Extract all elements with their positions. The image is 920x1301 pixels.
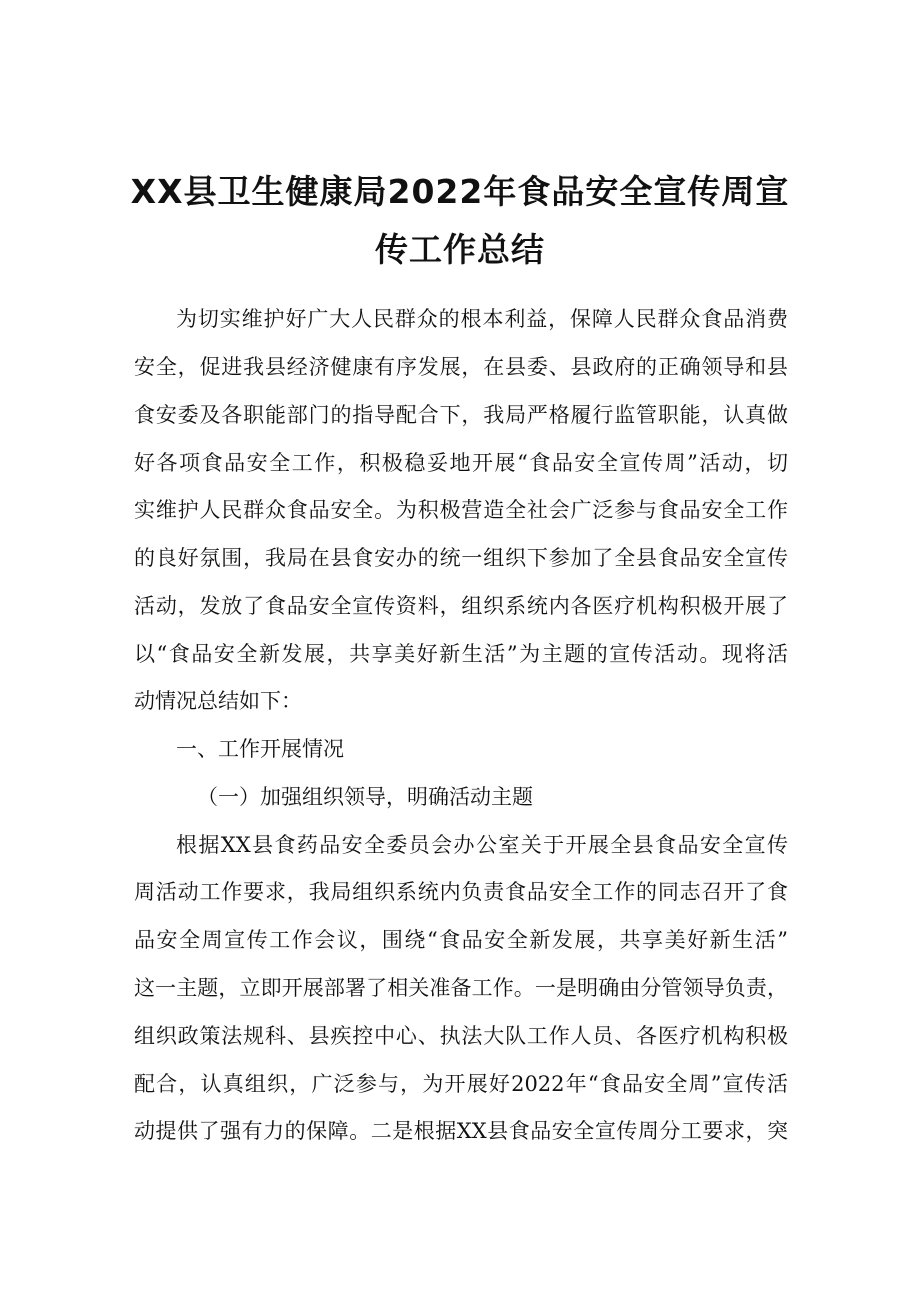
subsection-heading-1: （一）加强组织领导，明确活动主题 — [197, 785, 533, 809]
paragraph-2-line-3: 品安全周宣传工作会议，围绕“食品安全新发展，共享美好新生活” — [134, 928, 788, 952]
paragraph-1-line-7: 活动，发放了食品安全宣传资料，组织系统内各医疗机构积极开展了 — [134, 594, 788, 618]
paragraph-1-line-9: 动情况总结如下： — [134, 689, 302, 713]
section-heading-1: 一、工作开展情况 — [176, 737, 344, 761]
paragraph-1-line-8: 以“食品安全新发展，共享美好新生活”为主题的宣传活动。现将活 — [134, 642, 788, 666]
paragraph-1-line-6: 的良好氛围，我局在县食安办的统一组织下参加了全县食品安全宣传 — [134, 546, 788, 570]
paragraph-1-line-2: 安全，促进我县经济健康有序发展，在县委、县政府的正确领导和县 — [134, 355, 788, 379]
paragraph-2-line-4: 这一主题，立即开展部署了相关准备工作。一是明确由分管领导负责， — [134, 976, 788, 1000]
paragraph-2-line-2: 周活动工作要求，我局组织系统内负责食品安全工作的同志召开了食 — [134, 880, 788, 904]
paragraph-1-line-5: 实维护人民群众食品安全。为积极营造全社会广泛参与食品安全工作 — [134, 498, 788, 522]
paragraph-2-line-7: 动提供了强有力的保障。二是根据XX县食品安全宣传周分工要求，突 — [134, 1119, 788, 1143]
paragraph-2-line-1: 根据XX县食药品安全委员会办公室关于开展全县食品安全宣传 — [176, 833, 788, 857]
document-title-line-1: XX县卫生健康局2022年食品安全宣传周宣 — [130, 172, 790, 211]
paragraph-1-line-1: 为切实维护好广大人民群众的根本利益，保障人民群众食品消费 — [176, 307, 788, 331]
paragraph-1-line-3: 食安委及各职能部门的指导配合下，我局严格履行监管职能，认真做 — [134, 403, 788, 427]
paragraph-1-line-4: 好各项食品安全工作，积极稳妥地开展“食品安全宣传周”活动，切 — [134, 451, 788, 475]
paragraph-2-line-5: 组织政策法规科、县疾控中心、执法大队工作人员、各医疗机构积极 — [134, 1024, 788, 1048]
document-title-line-2: 传工作总结 — [375, 230, 545, 269]
paragraph-2-line-6: 配合，认真组织，广泛参与，为开展好2022年“食品安全周”宣传活 — [134, 1072, 788, 1096]
